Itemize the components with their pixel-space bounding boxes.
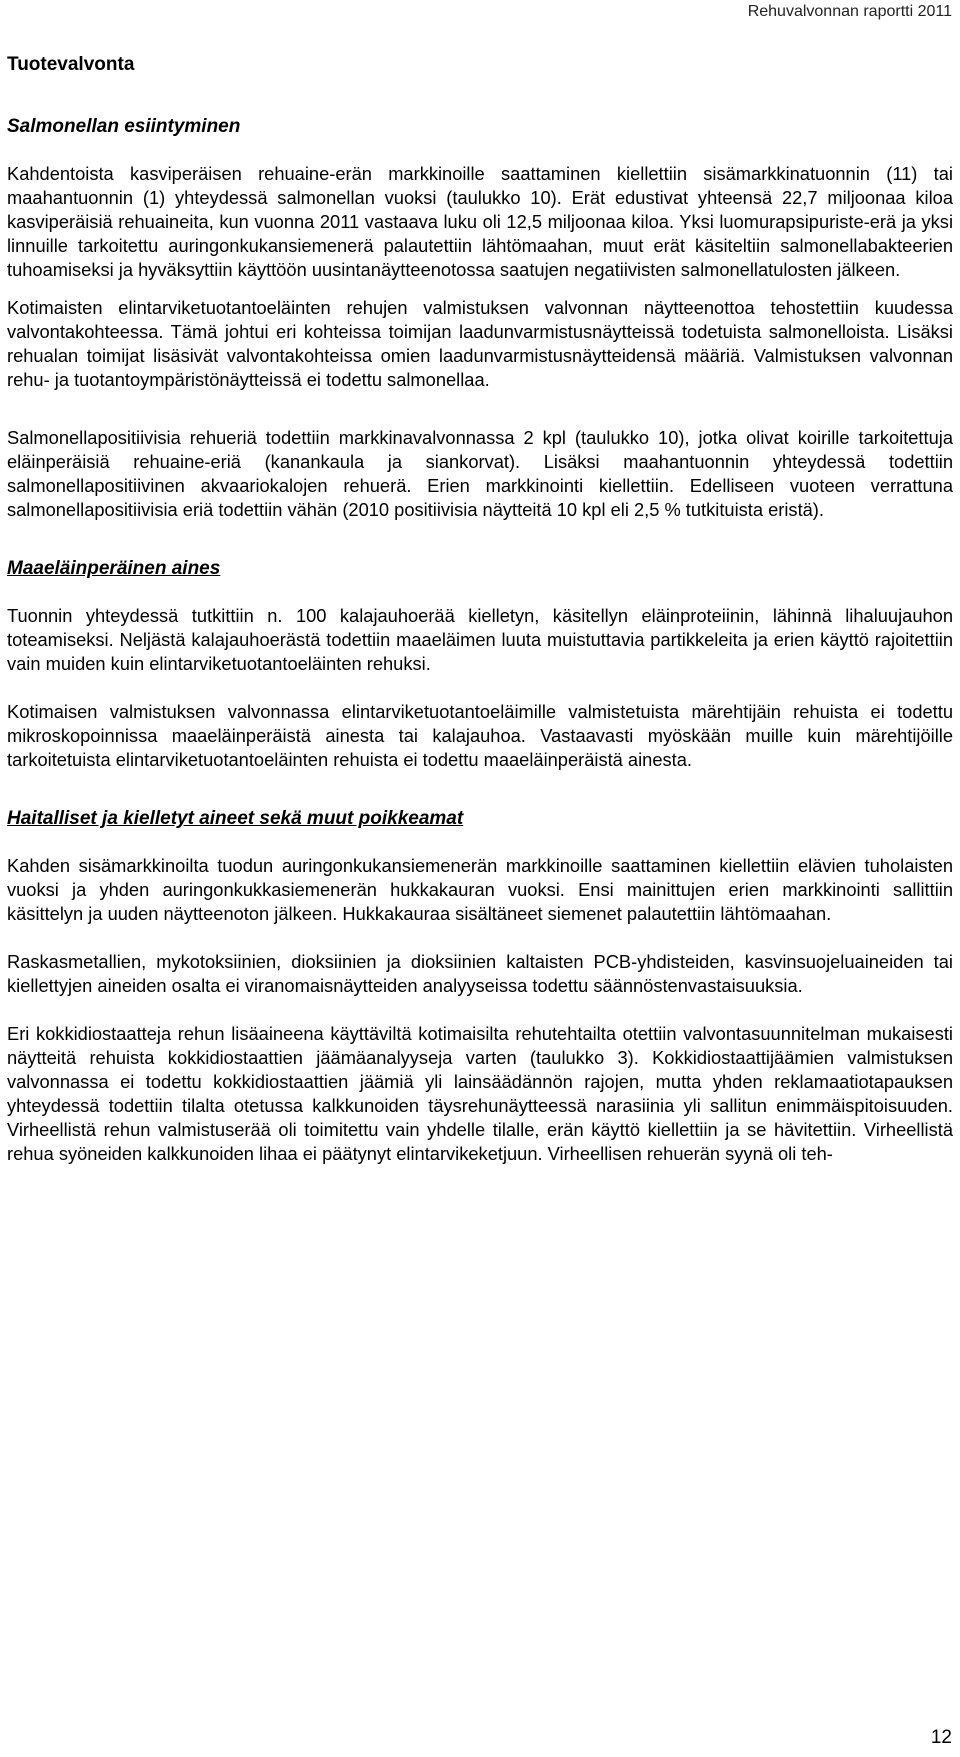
subheading-salmonella: Salmonellan esiintyminen (7, 116, 241, 137)
paragraph: Kotimaisen valmistuksen valvonnassa elintarviketuotantoeläimille valmistetuista märehtijäin rehuista ei todettu mikroskopoinnissa maaeläinperäistä ainesta tai kalajauhoa. Vastaavasti myöskään muille kuin märehtijöille tarkoitetuista elintarviketuotantoeläinten rehuista ei todettu maaeläinperäistä ainesta. (7, 701, 953, 770)
paragraph: Kotimaisten elintarviketuotantoeläinten rehujen valmistuksen valvonnan näytteenottoa tehostettiin kuudessa valvontakohteessa. Tämä johtui eri kohteissa toimijan laadunvarmistusnäytteissä todetuista salmonelloista. Lisäksi rehualan toimijat lisäsivät valvontakohteissa omien laadunvarmistusnäytteidensä määriä. Valmistuksen valvonnan rehu- ja tuotantoympäristönäytteissä ei todettu salmonellaa. (7, 297, 953, 390)
paragraph: Tuonnin yhteydessä tutkittiin n. 100 kalajauhoerää kielletyn, käsitellyn eläinproteiinin, lähinnä lihaluujauhon toteamiseksi. Neljästä kalajauhoerästä todettiin maaeläimen luuta muistuttavia partikkeleita ja erien käyttö rajoitettiin vain muiden kuin elintarviketuotantoeläinten rehuksi. (7, 605, 953, 674)
paragraph: Raskasmetallien, mykotoksiinien, dioksiinien ja dioksiinien kaltaisten PCB-yhdisteiden, kasvinsuojeluaineiden tai kiellettyjen aineiden osalta ei viranomaisnäytteiden analyyseissa todettu säännöstenvastaisuuksia. (7, 951, 953, 996)
running-header: Rehuvalvonnan raportti 2011 (747, 3, 952, 20)
paragraph: Kahdentoista kasviperäisen rehuaine-erän markkinoille saattaminen kiellettiin sisämarkkinatuonnin (11) tai maahantuonnin (1) yhteydessä salmonellan vuoksi (taulukko 10). Erät edustivat yhteensä 22,7 miljoonaa kiloa kasviperäisiä rehuaineita, kun vuonna 2011 vastaava luku oli 12,5 miljoonaa kiloa. Yksi luomurapsipuriste-erä ja yksi linnuille tarkoitettu auringonkukansiemenerä palautettiin lähtömaahan, muut erät käsiteltiin salmonellabakteerien tuhoamiseksi ja hyväksyttiin käyttöön uusintanäytteenotossa saatujen negatiivisten salmonellatulosten jälkeen. (7, 163, 953, 280)
subheading-harmful-substances: Haitalliset ja kielletyt aineet sekä muut poikkeamat (7, 808, 464, 829)
section-title: Tuotevalvonta (7, 54, 135, 75)
page-number: 12 (930, 1727, 952, 1748)
subheading-land-animal-material: Maaeläinperäinen aines (7, 558, 221, 579)
paragraph: Eri kokkidiostaatteja rehun lisäaineena käyttäviltä kotimaisilta rehutehtailta otettiin valvontasuunnitelman mukaisesti näytteitä rehuista kokkidiostaattien jäämäanalyyseja varten (taulukko 3). Kokkidiostaattijäämien valmistuksen valvonnassa ei todettu kokkidiostaattien jäämiä yli lainsäädännön rajojen, mutta yhden reklamaatiotapauksen yhteydessä todettiin tilalta otetussa kalkkunoiden täysrehunäytteessä narasiinia yli sallitun enimmäispitoisuuden. Virheellistä rehun valmistuserää oli toimitettu vain yhdelle tilalle, erän käyttö kiellettiin ja se hävitettiin. Virheellistä rehua syöneiden kalkkunoiden lihaa ei päätynyt elintarvikeketjuun. Virheellisen rehuerän syynä oli teh- (7, 1023, 953, 1164)
paragraph: Salmonellapositiivisia rehueriä todettiin markkinavalvonnassa 2 kpl (taulukko 10), jotka olivat koirille tarkoitettuja eläinperäisiä rehuaine-eriä (kanankaula ja siankorvat). Lisäksi maahantuonnin yhteydessä todettiin salmonellapositiivinen akvaariokalojen rehuerä. Erien markkinointi kiellettiin. Edelliseen vuoteen verrattuna salmonellapositiivisia eriä todettiin vähän (2010 positiivisia näytteitä 10 kpl eli 2,5 % tutkituista eristä). (7, 427, 953, 520)
paragraph: Kahden sisämarkkinoilta tuodun auringonkukansiemenerän markkinoille saattaminen kiellettiin elävien tuholaisten vuoksi ja yhden auringonkukkasiemenerän hukkakauran vuoksi. Ensi mainittujen erien markkinointi sallittiin käsittelyn ja uuden näytteenoton jälkeen. Hukkakauraa sisältäneet siemenet palautettiin lähtömaahan. (7, 855, 953, 924)
document-body (7, 52, 953, 1166)
